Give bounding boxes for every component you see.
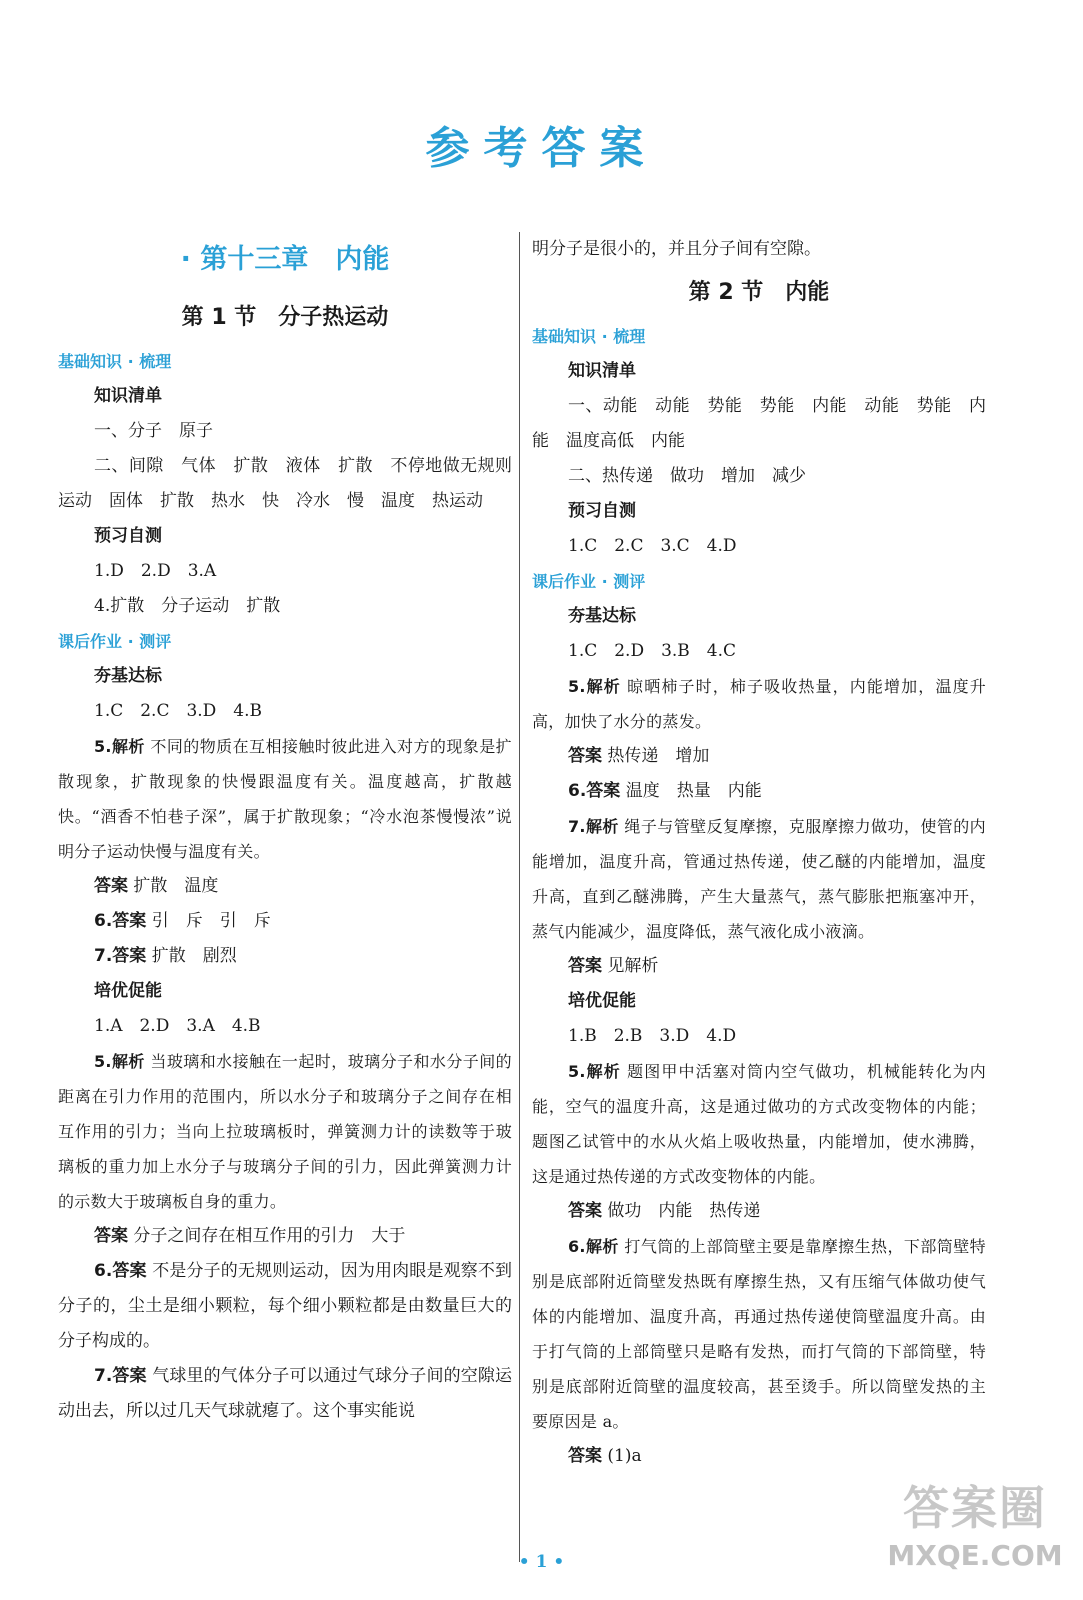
text: 打气筒的上部筒壁主要是靠摩擦生热，下部筒壁特别是底部附近筒壁发热既有摩擦生热，又有压缩气体做功使气体的内能增加、温度升高，再通过热传递使筒壁温度升高。由于打气筒的上部筒壁只是略有发热，而打气筒的下部筒壁，特别是底部附近筒壁的温度较高，甚至烫手。所以筒壁发热的主要原因是 a。 — [532, 1237, 986, 1431]
improvement-6-answer — [58, 1254, 512, 1359]
text: 引 斥 引 斥 — [146, 911, 271, 931]
left-column — [58, 232, 512, 1429]
text: 扩散 温度 — [128, 876, 219, 896]
subheading-improvement: 培优促能 — [568, 991, 636, 1011]
knowledge-item-2: 二、热传递 做功 增加 减少 — [568, 466, 806, 486]
label: 7.答案 — [94, 1366, 147, 1386]
label: 答案 — [94, 876, 128, 896]
question-7-answer — [532, 949, 986, 984]
page-number: • 1 • — [518, 1552, 565, 1572]
label: 答案 — [568, 746, 602, 766]
question-5-explanation — [58, 729, 512, 869]
subheading-improvement: 培优促能 — [94, 981, 162, 1001]
text: 分子之间存在相互作用的引力 大于 — [128, 1226, 406, 1246]
subheading-knowledge-list: 知识清单 — [94, 386, 162, 406]
text: 见解析 — [602, 956, 659, 976]
basic-answers: 1.C 2.C 3.D 4.B — [94, 701, 263, 721]
subheading-preview-test: 预习自测 — [94, 526, 162, 546]
text: 当玻璃和水接触在一起时，玻璃分子和水分子间的距离在引力作用的范围内，所以水分子和玻璃分子之间存在相互作用的引力；当向上拉玻璃板时，弹簧测力计的读数等于玻璃板的重力加上水分子与玻璃分子间的引力，因此弹簧测力计的示数大于玻璃板自身的重力。 — [58, 1052, 512, 1211]
subheading-basic-practice: 夯基达标 — [568, 606, 636, 626]
text: 扩散 剧烈 — [146, 946, 237, 966]
label: 5.解析 — [568, 1062, 621, 1081]
label: 7.解析 — [568, 817, 619, 836]
label: 6.答案 — [568, 781, 621, 801]
question-6-answer — [532, 774, 986, 809]
category-basic-knowledge: 基础知识 · 梳理 — [58, 352, 172, 371]
section-title-2: 第 2 节 内能 — [688, 280, 830, 305]
question-6-answer — [58, 904, 512, 939]
column-divider — [519, 232, 520, 1562]
category-basic-knowledge: 基础知识 · 梳理 — [532, 327, 646, 346]
improvement-6-explanation — [532, 1229, 986, 1439]
label: 答案 — [568, 1446, 602, 1466]
text: 晾晒柿子时，柿子吸收热量，内能增加，温度升高，加快了水分的蒸发。 — [532, 677, 986, 731]
improvement-answers: 1.B 2.B 3.D 4.D — [568, 1026, 737, 1046]
question-7-explanation — [532, 809, 986, 949]
improvement-5-explanation — [58, 1044, 512, 1219]
continued-text: 明分子是很小的，并且分子间有空隙。 — [532, 239, 821, 259]
improvement-5-answer — [58, 1219, 512, 1254]
improvement-6-answer — [532, 1439, 986, 1474]
text: 做功 内能 热传递 — [602, 1201, 761, 1221]
text: 题图甲中活塞对筒内空气做功，机械能转化为内能，空气的温度升高，这是通过做功的方式改变物体的内能；题图乙试管中的水从火焰上吸收热量，内能增加，使水沸腾，这是通过热传递的方式改变物体的内能。 — [532, 1062, 986, 1186]
category-homework: 课后作业 · 测评 — [532, 572, 646, 591]
right-column — [532, 232, 986, 1474]
watermark-logo — [880, 1478, 1070, 1588]
chapter-title: · 第十三章 内能 — [180, 244, 390, 275]
section-title-1: 第 1 节 分子热运动 — [181, 305, 389, 330]
label: 答案 — [568, 956, 602, 976]
knowledge-item-2: 二、间隙 气体 扩散 液体 扩散 不停地做无规则运动 固体 扩散 热水 快 冷水 慢 温度 热运动 — [58, 456, 512, 511]
text: 不是分子的无规则运动，因为用肉眼是观察不到分子的，尘土是细小颗粒，每个细小颗粒都是由数量巨大的分子构成的。 — [58, 1261, 512, 1351]
improvement-5-explanation — [532, 1054, 986, 1194]
label: 6.解析 — [568, 1237, 619, 1256]
text: (1)a — [602, 1446, 642, 1466]
basic-answers: 1.C 2.D 3.B 4.C — [568, 641, 737, 661]
preview-answers-2: 4.扩散 分子运动 扩散 — [94, 596, 281, 616]
label: 答案 — [568, 1201, 602, 1221]
label: 5.解析 — [568, 677, 621, 696]
knowledge-item-1: 一、动能 动能 势能 势能 内能 动能 势能 内能 温度高低 内能 — [532, 396, 986, 451]
preview-answers-1: 1.D 2.D 3.A — [94, 561, 217, 581]
improvement-5-answer — [532, 1194, 986, 1229]
category-homework: 课后作业 · 测评 — [58, 632, 172, 651]
label: 6.答案 — [94, 1261, 147, 1281]
knowledge-item-1: 一、分子 原子 — [94, 421, 213, 441]
text: 气球里的气体分子可以通过气球分子间的空隙运动出去，所以过几天气球就瘪了。这个事实能说 — [58, 1366, 512, 1421]
label: 5.解析 — [94, 737, 145, 756]
text: 温度 热量 内能 — [620, 781, 762, 801]
page-title: 参考答案 — [425, 123, 658, 174]
watermark-url: MXQE.COM — [887, 1539, 1063, 1572]
label: 5.解析 — [94, 1052, 145, 1071]
label: 7.答案 — [94, 946, 147, 966]
improvement-7-answer — [58, 1359, 512, 1429]
question-7-answer — [58, 939, 512, 974]
improvement-answers: 1.A 2.D 3.A 4.B — [94, 1016, 261, 1036]
question-5-answer — [532, 739, 986, 774]
subheading-preview-test: 预习自测 — [568, 501, 636, 521]
label: 答案 — [94, 1226, 128, 1246]
subheading-knowledge-list: 知识清单 — [568, 361, 636, 381]
text: 热传递 增加 — [602, 746, 710, 766]
watermark-text: 答案圈 — [903, 1481, 1047, 1535]
subheading-basic-practice: 夯基达标 — [94, 666, 162, 686]
text: 不同的物质在互相接触时彼此进入对方的现象是扩散现象，扩散现象的快慢跟温度有关。温度越高，扩散越快。“酒香不怕巷子深”，属于扩散现象；“冷水泡茶慢慢浓”说明分子运动快慢与温度有关。 — [58, 737, 512, 861]
question-5-explanation — [532, 669, 986, 739]
label: 6.答案 — [94, 911, 147, 931]
preview-answers: 1.C 2.C 3.C 4.D — [568, 536, 737, 556]
question-5-answer — [58, 869, 512, 904]
text: 绳子与管壁反复摩擦，克服摩擦力做功，使管的内能增加，温度升高，管通过热传递，使乙醚的内能增加，温度升高，直到乙醚沸腾，产生大量蒸气，蒸气膨胀把瓶塞冲开，蒸气内能减少，温度降低，蒸气液化成小液滴。 — [532, 817, 986, 941]
